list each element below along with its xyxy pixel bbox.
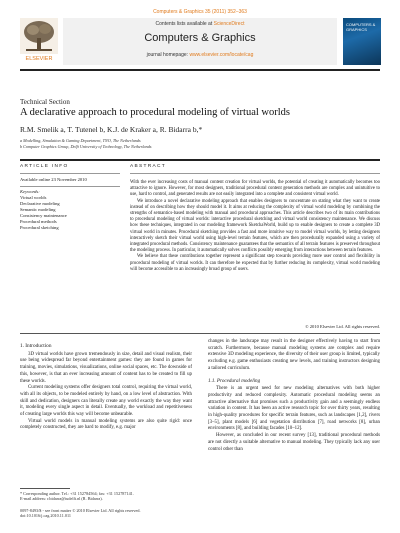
keyword-item: Consistency maintenance xyxy=(20,213,67,218)
body-paragraph: However, as concluded in our recent survey [13], traditional procedural methods are not directly a suitable alternative to manual modeling. They typically lack any user control other than xyxy=(208,433,380,452)
body-paragraph: changes in the landscape may result in the designer effectively having to start from scratch. Furthermore, because manual modeling systems are complex and require extensive 3D modeling experience, the diversity of their user group is limited, typically excluding e.g. game enthusiasts creating new levels, and training instructors designing a tailored curriculum. xyxy=(208,339,380,371)
keyword-item: Virtual worlds xyxy=(20,195,47,200)
body-paragraph: 3D virtual worlds have grown tremendously in size, detail and visual realism, their use being widespread far beyond entertainment games: they are found in games for training, movies, simulations, visualizations, online social spaces, etc. The downside of this, however, is that an ever increasing amount of content has to be created to fill up these worlds. xyxy=(20,351,192,384)
section-type: Technical Section xyxy=(20,98,70,106)
homepage-link[interactable]: www.elsevier.com/locate/cag xyxy=(189,52,254,58)
right-column xyxy=(208,339,380,453)
keyword-list xyxy=(20,195,67,231)
keyword-item: Procedural sketching xyxy=(20,225,59,230)
author-list: R.M. Smelik a, T. Tutenel b, K.J. de Kraker a, R. Bidarra b,* xyxy=(20,125,203,134)
article-title: A declarative approach to procedural modeling of virtual worlds xyxy=(20,107,290,118)
abstract-paragraph: We believe that these contributions together represent a significant step towards providing more user control and flexibility in procedural modeling of virtual worlds. It can therefore be expected that by further reducing its complexity, virtual world modeling will become accessible to an increasingly broad group of users. xyxy=(130,254,380,272)
elsevier-wordmark: ELSEVIER xyxy=(25,56,53,62)
footnote-rule xyxy=(20,488,70,489)
issn-line: 0097-8493/$ - see front matter © 2010 Elsevier Ltd. All rights reserved. xyxy=(20,508,141,513)
body-paragraph: There is an urgent need for new modeling alternatives with both higher productivity and reduced complexity. Automatic procedural modeling seems an attractive alternative that promises such a productivity gain and a seemingly endless variation in content. It has been an active research topic for over thirty years, resulting in high-quality procedures for specific terrain features, such as landscapes [1,2], rivers [3–5], plant models [6] and vegetation distribution [7], road networks [8], urban environments [8], and building facades [10–12]. xyxy=(208,386,380,432)
abstract-body xyxy=(130,180,380,273)
left-column xyxy=(20,343,192,432)
journal-reference[interactable]: Computers & Graphics 35 (2011) 352–363 xyxy=(153,9,247,15)
copyright: © 2010 Elsevier Ltd. All rights reserved. xyxy=(305,324,380,329)
abstract-paragraph: With the ever increasing costs of manual content creation for virtual worlds, the potential of creating it automatically becomes too attractive to ignore. However, for most designers, traditional procedural content generation methods are complex and unintuitive to use, hard to control, and generated results are not easily integrated into a complete and consistent virtual world. xyxy=(130,180,380,198)
subsection-heading-procedural: 1.1. Procedural modeling xyxy=(208,377,261,384)
abstract-divider xyxy=(130,173,380,174)
info-rule xyxy=(20,159,380,161)
homepage-line xyxy=(63,52,337,58)
issn-info xyxy=(20,508,192,519)
abstract-end-rule xyxy=(20,333,380,334)
info-divider xyxy=(20,173,120,174)
abstract-heading: ABSTRACT xyxy=(130,164,166,169)
doi-line[interactable]: doi:10.1016/j.cag.2010.11.011 xyxy=(20,513,71,519)
email-note: E-mail address: r.bidarra@tudelft.nl (R. Bidarra). xyxy=(20,496,103,502)
body-paragraph: Virtual world models in manual modeling systems are also quite rigid: once completely constructed, they are hard to modify, e.g. major xyxy=(20,418,192,431)
keyword-item: Declarative modeling xyxy=(20,201,60,206)
affiliation-a: a Modelling, Simulation & Gaming Department, TNO, The Netherlands xyxy=(20,138,141,143)
keyword-item: Semantic modeling xyxy=(20,207,56,212)
journal-title: Computers & Graphics xyxy=(144,32,256,44)
header-rule xyxy=(20,69,380,71)
contents-prefix: Contents lists available at xyxy=(155,21,214,27)
cover-title: COMPUTERS & GRAPHICS xyxy=(346,22,376,32)
affiliation-b: b Computer Graphics Group, Delft University of Technology, The Netherlands xyxy=(20,144,152,149)
body-paragraph: Current modeling systems offer designers total control, requiring the virtual world, with all its objects, to be modeled entirely by hand, on a low level of abstraction. With skill and dedication, designers can literally create any world exactly the way they want it, modeling every single aspect in detail. Eventually, the workload and repetitiveness of creating large worlds this way will become unbearable. xyxy=(20,385,192,418)
keywords-label: Keywords: xyxy=(20,189,40,194)
keyword-item: Procedural methods xyxy=(20,219,57,224)
homepage-prefix: journal homepage: xyxy=(146,52,190,58)
elsevier-logo xyxy=(20,18,58,62)
elsevier-tree-icon xyxy=(20,18,58,62)
available-online: Available online 23 November 2010 xyxy=(20,177,87,182)
section-heading-introduction: 1. Introduction xyxy=(20,343,52,349)
abstract-paragraph: We introduce a novel declarative modeling approach that enables designers to concentrate on stating what they want to create instead of on describing how they should model it. It aims at reducing the complexity of virtual world modeling by combining the strengths of semantics-based modeling with manual and procedural approaches. This article describes two of its main contributions to procedural modeling of virtual worlds: interactive procedural sketching and virtual world consistency maintenance. We discuss how these techniques, integrated in our modeling framework SketchaWorld, build up to enable designers to create a complete 3D virtual world in minutes. Procedural sketching provides a fast and more intuitive way to model virtual worlds, by letting designers interactively sketch their virtual world using high-level terrain features, which are then procedurally expanded using a variety of integrated procedural methods. Consistency maintenance guarantees that the semantics of all terrain features is preserved throughout the modeling process. In particular, it automatically solves conflicts possibly emerging from interactions between terrain features. xyxy=(130,198,380,254)
journal-cover-image xyxy=(343,18,381,65)
footnotes xyxy=(20,491,192,502)
article-info-heading: ARTICLE INFO xyxy=(20,164,69,169)
keywords-divider xyxy=(20,186,120,187)
corresponding-author-note: * Corresponding author. Tel.: +31 152784564; fax: +31 152787141. xyxy=(20,491,134,496)
sciencedirect-link[interactable]: ScienceDirect xyxy=(213,21,245,27)
contents-line xyxy=(63,21,337,27)
